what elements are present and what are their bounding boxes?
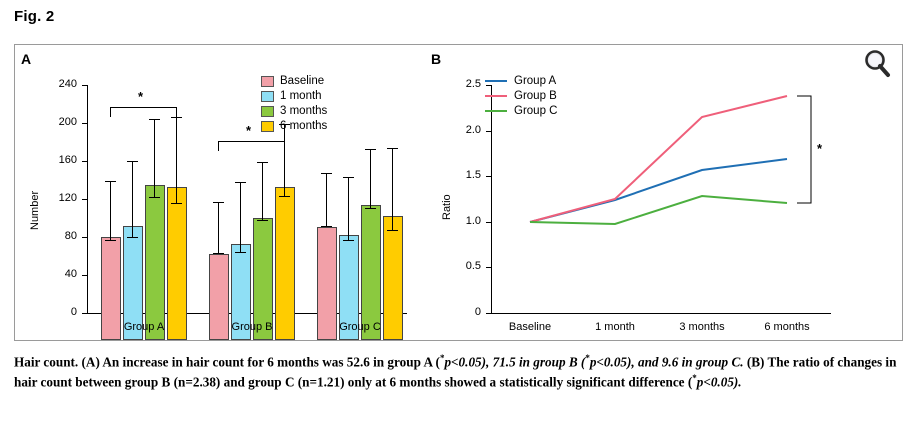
errorbar-cap [213, 253, 224, 254]
panel-a-y-tick-label: 40 [64, 268, 77, 280]
panel-b-line-chart [425, 45, 902, 340]
errorbar-cap [149, 197, 160, 198]
errorbar-cap [213, 202, 224, 203]
panel-a-y-tick-label: 200 [58, 116, 77, 128]
bar-group-b-6months [275, 187, 295, 340]
errorbar-cap [321, 173, 332, 174]
panel-b-x-tick-label: Baseline [508, 321, 552, 333]
legend-item-3months [261, 105, 327, 117]
legend-swatch-baseline [261, 76, 274, 87]
panel-a-letter: A [21, 51, 32, 67]
errorbar-group-a-baseline [110, 181, 111, 240]
legend-item-group-b [485, 90, 557, 102]
line-group-c [530, 196, 787, 224]
caption-line3-pre: significant difference ( [566, 374, 693, 389]
legend-swatch-1month [261, 91, 274, 102]
panel-a-y-tick-label: 240 [58, 78, 77, 90]
errorbar-group-c-6months [392, 148, 393, 230]
figure-number: Fig. 2 [14, 8, 55, 25]
panel-a-legend [261, 75, 327, 135]
errorbar-cap [387, 148, 398, 149]
legend-item-baseline [261, 75, 327, 87]
caption-star-3: * [692, 372, 697, 383]
panel-b-y-tick-label: 1.5 [465, 169, 481, 181]
errorbar-group-c-baseline [326, 173, 327, 226]
legend-line-group-a [485, 80, 507, 82]
line-group-b [530, 96, 787, 222]
panel-a-y-tick-label: 160 [58, 154, 77, 166]
errorbar-cap [343, 240, 354, 241]
caption-line1-pre: Hair count. (A) An increase in hair count for 6 months was 52.6 in group A ( [14, 354, 440, 370]
errorbar-cap [365, 208, 376, 209]
errorbar-cap [127, 161, 138, 162]
legend-label-baseline: Baseline [280, 75, 325, 87]
significance-bracket-panel-b [797, 96, 811, 203]
significance-star-panel-b: * [817, 141, 823, 156]
panel-b-y-tick-label: 0 [474, 306, 481, 318]
legend-swatch-3months [261, 106, 274, 117]
legend-item-6months [261, 120, 327, 132]
errorbar-group-a-6months [176, 117, 177, 203]
errorbar-group-b-3months [262, 162, 263, 220]
errorbar-cap [235, 252, 246, 253]
caption-star-2: * [585, 353, 590, 363]
figure-caption [14, 352, 904, 391]
errorbar-cap [387, 230, 398, 231]
panel-a-y-tick [82, 275, 87, 276]
errorbar-cap [105, 181, 116, 182]
panel-b-y-tick-label: 2.0 [465, 124, 481, 136]
panel-b-y-tick-label: 1.0 [465, 215, 481, 227]
panel-b-x-tick-label: 6 months [764, 321, 810, 333]
panel-a-y-tick [82, 161, 87, 162]
errorbar-cap [365, 149, 376, 150]
significance-bracket-group-b [218, 141, 285, 155]
caption-p1: p<0.05), 71.5 in group B ( [444, 354, 586, 370]
panel-a-y-axis [87, 85, 88, 313]
significance-bracket-group-a [110, 107, 177, 121]
panel-a-y-tick-label: 80 [64, 230, 77, 242]
bar-group-c-3months [361, 205, 381, 340]
caption-p3: p<0.05). [696, 374, 742, 389]
caption-p2: p<0.05), and 9.6 in group C. [589, 354, 744, 370]
panel-a-y-tick [82, 85, 87, 86]
bar-group-a-3months [145, 185, 165, 340]
panel-a-y-tick [82, 199, 87, 200]
panel-a-x-tick-label: Group A [123, 321, 165, 333]
legend-line-group-b [485, 95, 507, 97]
panel-b-x-tick-label: 3 months [679, 321, 725, 333]
legend-label-1month: 1 month [280, 90, 322, 102]
legend-item-group-a [485, 75, 557, 87]
panel-a-bar-chart [15, 45, 425, 340]
caption-line2: (B) The ratio of changes in hair count between group B (n=2.38) and group C (n=1.21) only at 6 months showed a statistically [14, 354, 897, 389]
panel-a-x-tick-label: Group C [339, 321, 381, 333]
panel-a-y-tick-label: 0 [70, 306, 77, 318]
errorbar-group-b-1month [240, 182, 241, 252]
errorbar-cap [343, 177, 354, 178]
panel-b-legend [485, 75, 557, 120]
errorbar-cap [127, 237, 138, 238]
legend-label-group-b: Group B [514, 90, 557, 102]
legend-item-1month [261, 90, 327, 102]
panel-a-x-tick-label: Group B [231, 321, 273, 333]
errorbar-cap [257, 220, 268, 221]
errorbar-group-a-3months [154, 119, 155, 197]
legend-swatch-6months [261, 121, 274, 132]
legend-label-6months: 6 months [280, 120, 328, 132]
significance-star-group-b: * [246, 123, 252, 138]
caption-star-1: * [439, 353, 445, 363]
panel-a-y-tick [82, 237, 87, 238]
panel-b-y-axis-title: Ratio [441, 194, 453, 220]
errorbar-group-c-3months [370, 149, 371, 208]
panel-b-y-tick-label: 0.5 [465, 260, 481, 272]
panel-a-y-tick [82, 313, 87, 314]
figure-image [14, 44, 903, 341]
significance-star-group-a: * [138, 89, 144, 104]
errorbar-cap [171, 203, 182, 204]
legend-label-group-c: Group C [514, 105, 558, 117]
errorbar-group-a-1month [132, 161, 133, 237]
legend-item-group-c [485, 105, 557, 117]
legend-label-group-a: Group A [514, 75, 557, 87]
errorbar-cap [105, 240, 116, 241]
errorbar-group-b-baseline [218, 202, 219, 253]
panel-a-y-tick [82, 123, 87, 124]
legend-line-group-c [485, 110, 507, 112]
panel-a-y-axis-title: Number [29, 190, 41, 230]
panel-b-letter: B [431, 51, 442, 67]
errorbar-cap [321, 226, 332, 227]
panel-b-y-tick-label: 2.5 [465, 78, 481, 90]
bar-group-a-6months [167, 187, 187, 340]
legend-label-3months: 3 months [280, 105, 328, 117]
errorbar-cap [257, 162, 268, 163]
errorbar-cap [279, 196, 290, 197]
errorbar-cap [235, 182, 246, 183]
panel-a-y-tick-label: 120 [58, 192, 77, 204]
panel-b-x-tick-label: 1 month [595, 321, 635, 333]
errorbar-group-c-1month [348, 177, 349, 240]
